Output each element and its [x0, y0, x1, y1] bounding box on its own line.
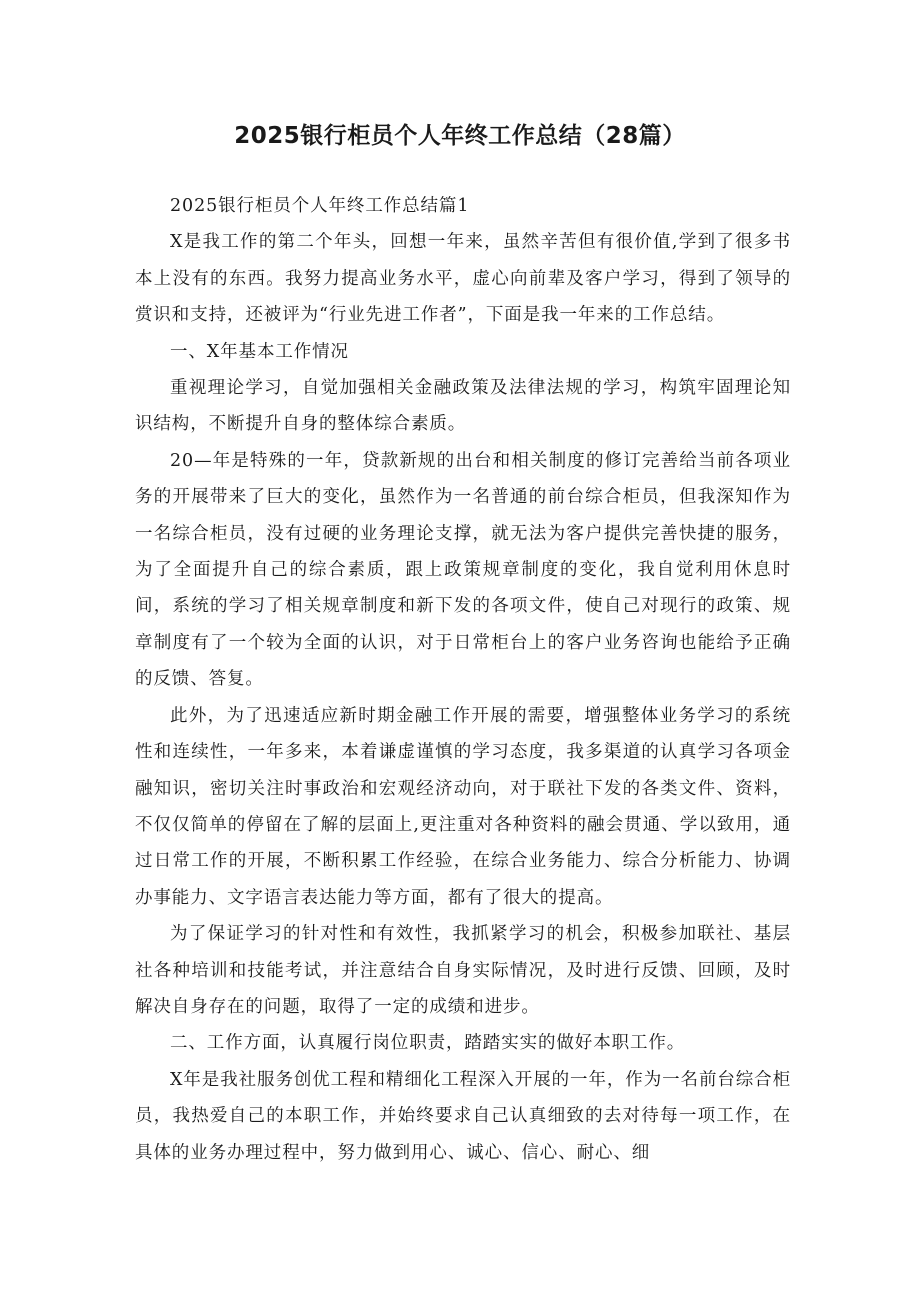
- section-heading-part-1: 2025银行柜员个人年终工作总结篇1: [170, 196, 470, 216]
- paragraph: X年是我社服务创优工程和精细化工程深入开展的一年，作为一名前台综合柜员，我热爱自己的本职工作，并始终要求自己认真细致的去对待每一项工作，在具体的业务办理过程中，努力做到用心、诚心、信心、耐心、细: [135, 1069, 791, 1163]
- document-body: [135, 188, 791, 1171]
- paragraph: 重视理论学习，自觉加强相关金融政策及法律法规的学习，构筑牢固理论知识结构，不断提升自身的整体综合素质。: [135, 378, 791, 435]
- paragraph: X是我工作的第二个年头，回想一年来，虽然辛苦但有很价值,学到了很多书本上没有的东西。我努力提高业务水平，虚心向前辈及客户学习，得到了领导的赏识和支持，还被评为“行业先进工作者”，下面是我一年来的工作总结。: [135, 232, 791, 326]
- paragraph: 20—年是特殊的一年，贷款新规的出台和相关制度的修订完善给当前各项业务的开展带来了巨大的变化，虽然作为一名普通的前台综合柜员，但我深知作为一名综合柜员，没有过硬的业务理论支撑，就无法为客户提供完善快捷的服务，为了全面提升自己的综合素质，跟上政策规章制度的变化，我自觉利用休息时间，系统的学习了相关规章制度和新下发的各项文件，使自己对现行的政策、规章制度有了一个较为全面的认识，对于日常柜台上的客户业务咨询也能给予正确的反馈、答复。: [135, 450, 791, 690]
- document-title: 2025银行柜员个人年终工作总结（28篇）: [234, 123, 686, 149]
- paragraph: 此外，为了迅速适应新时期金融工作开展的需要，增强整体业务学习的系统性和连续性，一年多来，本着谦虚谨慎的学习态度，我多渠道的认真学习各项金融知识，密切关注时事政治和宏观经济动向，对于联社下发的各类文件、资料，不仅仅简单的停留在了解的层面上,更注重对各种资料的融会贯通、学以致用，通过日常工作的开展，不断积累工作经验，在综合业务能力、综合分析能力、协调办事能力、文字语言表达能力等方面，都有了很大的提高。: [135, 705, 791, 908]
- paragraph: 为了保证学习的针对性和有效性，我抓紧学习的机会，积极参加联社、基层社各种培训和技能考试，并注意结合自身实际情况，及时进行反馈、回顾，及时解决自身存在的问题，取得了一定的成绩和进步。: [135, 924, 791, 1017]
- section-heading-work-aspect: 二、工作方面，认真履行岗位职责，踏踏实实的做好本职工作。: [170, 1033, 686, 1054]
- section-heading-basic-work: 一、X年基本工作情况: [170, 341, 349, 362]
